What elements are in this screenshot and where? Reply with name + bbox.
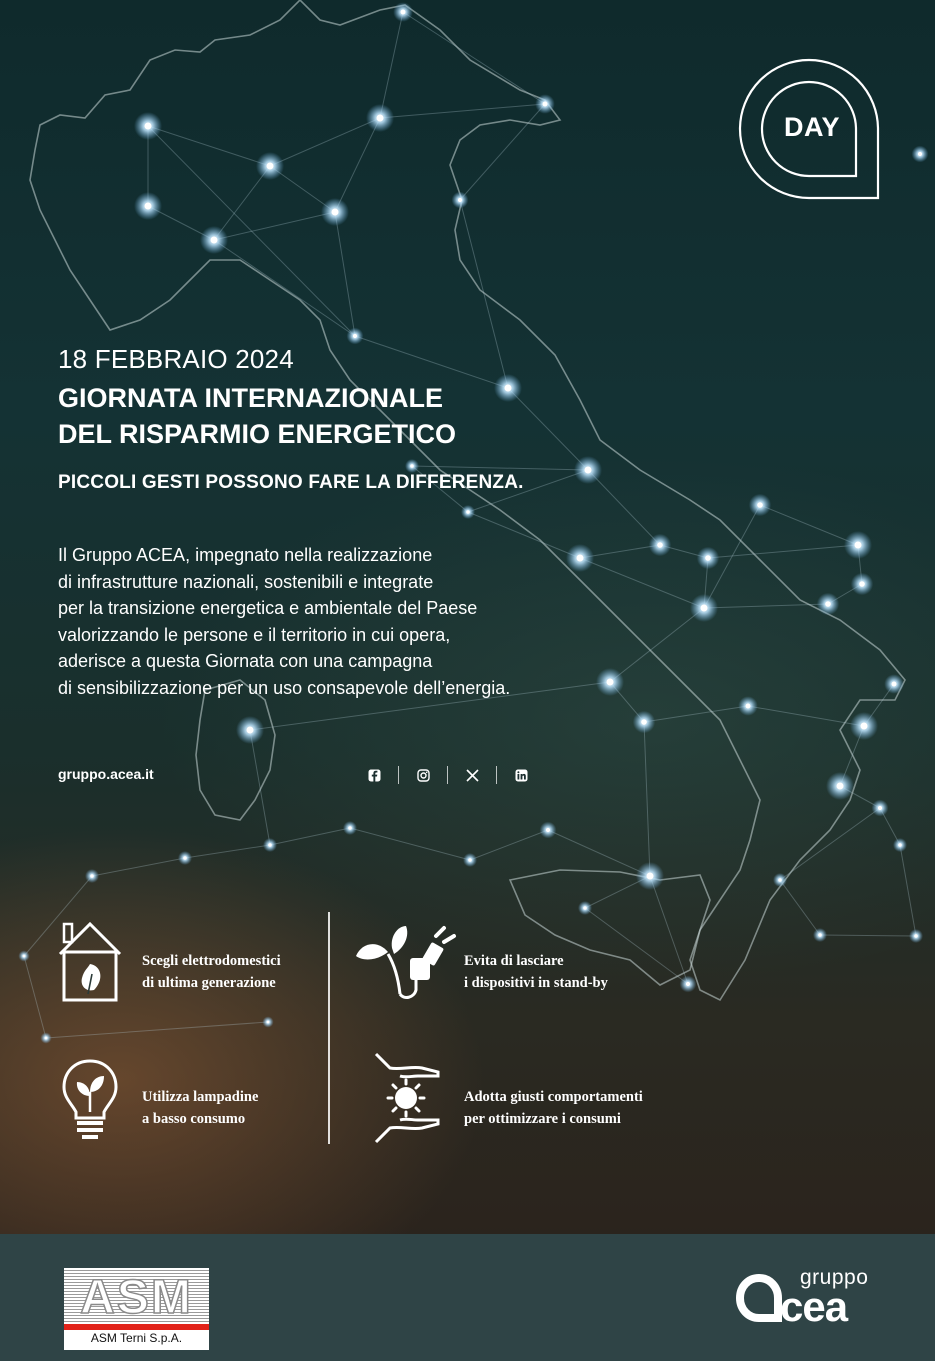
tip-2 — [464, 950, 608, 994]
network-node — [546, 828, 550, 832]
instagram-icon[interactable] — [411, 766, 435, 784]
plant-plug-icon — [354, 924, 458, 1000]
tip-line: i dispositivi in stand-by — [464, 975, 608, 991]
network-link — [148, 126, 270, 166]
network-node — [267, 1021, 270, 1024]
network-node — [878, 806, 882, 810]
network-node — [918, 152, 922, 156]
acea-logo-mark-icon — [736, 1272, 782, 1324]
body-line: Il Gruppo ACEA, impegnato nella realizzazione — [58, 545, 433, 565]
lightbulb-plant-icon — [60, 1058, 120, 1140]
network-link — [350, 828, 470, 860]
network-link — [335, 212, 355, 336]
network-node — [825, 601, 831, 607]
asm-company-name: ASM Terni S.p.A. — [90, 1331, 183, 1345]
network-node — [247, 727, 254, 734]
tip-line: Adotta giusti comportamenti — [464, 1089, 643, 1105]
network-node — [705, 555, 711, 561]
network-node — [837, 783, 844, 790]
network-link — [644, 722, 650, 876]
network-node — [585, 467, 592, 474]
network-link — [704, 604, 828, 608]
body-line: di infrastrutture nazionali, sostenibili e integrate — [58, 571, 434, 592]
network-link — [900, 845, 916, 936]
network-link — [780, 808, 880, 880]
network-link — [214, 240, 355, 336]
network-node — [183, 856, 187, 860]
network-node — [45, 1037, 48, 1040]
network-link — [820, 935, 916, 936]
network-node — [686, 982, 690, 986]
network-link — [748, 706, 864, 726]
asm-logo — [64, 1268, 209, 1350]
acea-logo-gruppo: gruppo — [800, 1266, 869, 1289]
tip-line: Evita di lasciare — [464, 953, 564, 969]
network-node — [23, 955, 26, 958]
house-leaf-icon — [56, 920, 124, 1004]
network-node — [859, 581, 865, 587]
social-links — [362, 766, 533, 784]
network-link — [380, 12, 403, 118]
event-title-line1: GIORNATA INTERNAZIONALE — [58, 383, 443, 413]
tip-4 — [464, 1086, 643, 1130]
tip-line: Utilizza lampadine — [142, 1089, 259, 1105]
event-date: 18 FEBBRAIO 2024 — [58, 344, 294, 374]
network-node — [892, 682, 897, 687]
social-separator — [398, 766, 399, 784]
network-link — [610, 608, 704, 682]
hands-sun-icon — [372, 1050, 442, 1146]
network-node — [332, 209, 339, 216]
network-node — [607, 679, 614, 686]
network-link — [780, 880, 820, 935]
tagline: PICCOLI GESTI POSSONO FARE LA DIFFERENZA. — [58, 472, 524, 493]
network-link — [250, 730, 270, 845]
day-badge-label: DAY — [783, 112, 841, 142]
network-link — [760, 505, 858, 545]
asm-logo-letters: ASM — [80, 1271, 193, 1324]
network-node — [855, 542, 862, 549]
body-line: valorizzando le persone e il territorio in cui opera, — [58, 624, 451, 645]
network-node — [861, 723, 868, 730]
event-title-line2: DEL RISPARMIO ENERGETICO — [58, 419, 457, 449]
network-node — [778, 878, 782, 882]
network-link — [148, 126, 355, 336]
network-link — [46, 1022, 268, 1038]
network-node — [647, 873, 654, 880]
network-link — [270, 828, 350, 845]
network-node — [348, 826, 352, 830]
tip-line: a basso consumo — [142, 1111, 246, 1127]
body-line: per la transizione energetica e ambientale del Paese — [58, 598, 478, 618]
linkedin-icon[interactable] — [509, 766, 533, 784]
asm-logo-redbar — [64, 1324, 209, 1330]
tip-1 — [142, 950, 281, 994]
network-link — [335, 118, 380, 212]
network-link — [588, 470, 660, 545]
tip-3 — [142, 1086, 258, 1130]
network-node — [267, 163, 274, 170]
network-node — [458, 198, 462, 202]
event-title — [58, 380, 658, 452]
tip-line: per ottimizzare i consumi — [464, 1111, 621, 1127]
network-link — [470, 830, 548, 860]
network-link — [708, 545, 858, 558]
tip-line: Scegli elettrodomestici — [142, 953, 281, 969]
network-node — [583, 906, 587, 910]
network-node — [145, 123, 152, 130]
network-link — [185, 845, 270, 858]
network-node — [914, 934, 918, 938]
network-link — [580, 558, 704, 608]
sardinia-outline — [196, 680, 275, 820]
x-icon[interactable] — [460, 766, 484, 784]
network-node — [543, 102, 548, 107]
body-line: aderisce a questa Giornata con una campagna — [58, 651, 433, 671]
network-link — [92, 858, 185, 876]
network-node — [641, 719, 647, 725]
network-link — [270, 118, 380, 166]
network-link — [548, 830, 650, 876]
tips-divider — [328, 912, 330, 1144]
network-link — [403, 12, 545, 104]
website-link[interactable]: gruppo.acea.it — [58, 766, 154, 782]
network-node — [268, 843, 272, 847]
network-node — [757, 502, 763, 508]
facebook-icon[interactable] — [362, 766, 386, 784]
social-separator — [447, 766, 448, 784]
social-separator — [496, 766, 497, 784]
network-node — [746, 704, 751, 709]
network-node — [401, 10, 406, 15]
network-link — [650, 876, 688, 984]
body-line: di sensibilizzazione per un uso consapevole dell’energia. — [58, 677, 511, 698]
network-node — [468, 858, 472, 862]
network-link — [644, 706, 748, 722]
body-paragraph — [58, 542, 578, 701]
network-node — [818, 933, 822, 937]
network-node — [353, 334, 357, 338]
acea-logo-text: cea — [780, 1283, 848, 1330]
network-node — [701, 605, 708, 612]
network-link — [380, 104, 545, 118]
network-node — [145, 203, 152, 210]
network-node — [90, 874, 94, 878]
network-node — [410, 464, 414, 468]
network-node — [898, 843, 902, 847]
network-link — [24, 956, 46, 1038]
network-link — [460, 104, 545, 200]
network-node — [211, 237, 218, 244]
network-node — [657, 542, 663, 548]
network-node — [466, 510, 470, 514]
network-link — [460, 200, 508, 388]
tip-line: di ultima generazione — [142, 975, 276, 991]
network-node — [377, 115, 384, 122]
